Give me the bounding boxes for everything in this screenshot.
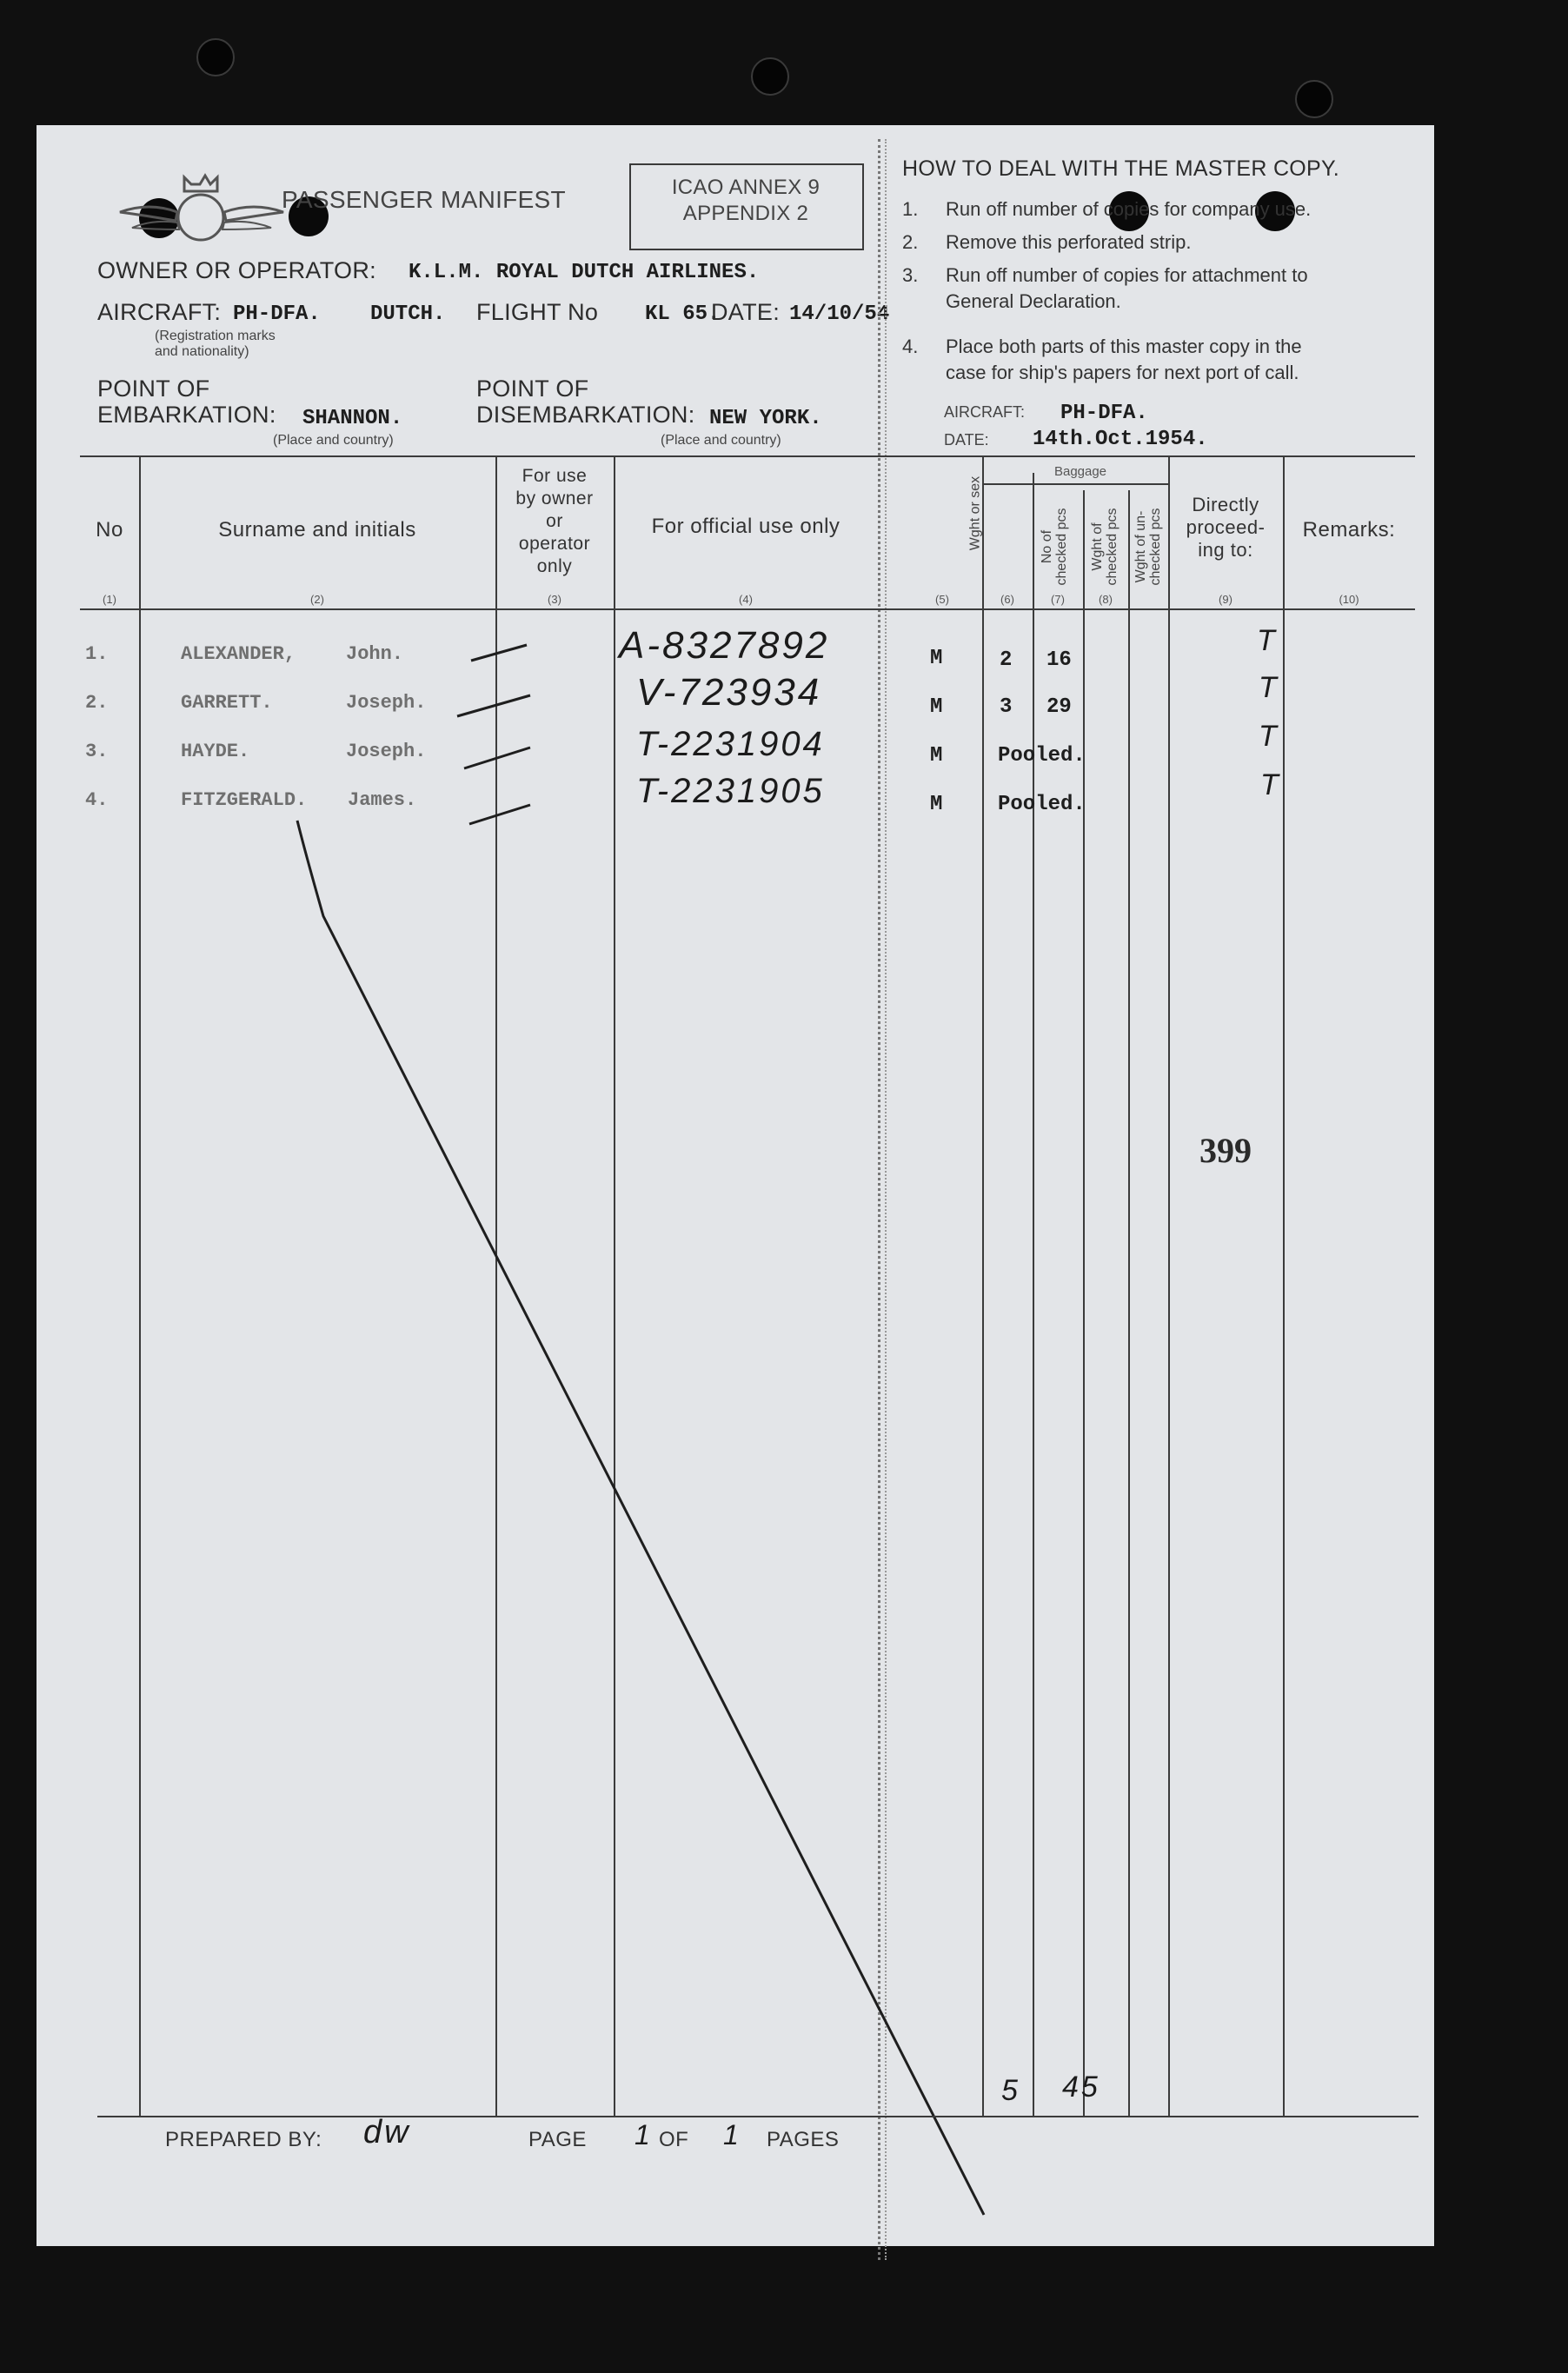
flight-value: KL 65. bbox=[645, 302, 721, 326]
column-header-no: No bbox=[96, 518, 123, 542]
row-number: 3. bbox=[85, 741, 109, 762]
column-number: (10) bbox=[1339, 593, 1359, 606]
date-label: DATE: bbox=[711, 299, 781, 325]
remark-mark: T bbox=[1259, 720, 1279, 753]
column-header-official: For official use only bbox=[651, 515, 840, 538]
of-label: OF bbox=[659, 2128, 689, 2151]
passenger-sex: M bbox=[930, 647, 943, 670]
column-header-name: Surname and initials bbox=[218, 518, 416, 542]
strip-aircraft-label: AIRCRAFT: bbox=[944, 403, 1026, 421]
passenger-initials: Joseph. bbox=[346, 692, 427, 714]
baggage-pieces: 2 bbox=[1000, 648, 1013, 672]
aircraft-sublabel: and nationality) bbox=[155, 344, 249, 359]
column-number: (3) bbox=[548, 593, 561, 606]
owner-use-tick-marks bbox=[37, 125, 1434, 2246]
instruction-number: 4. bbox=[902, 336, 919, 357]
footer-rule bbox=[894, 2116, 1419, 2117]
flight-label: FLIGHT No bbox=[476, 299, 599, 325]
remark-mark: T bbox=[1259, 671, 1279, 704]
row-number: 4. bbox=[85, 789, 109, 811]
instruction-number: 1. bbox=[902, 198, 919, 220]
instruction-number: 3. bbox=[902, 264, 919, 286]
row-number: 2. bbox=[85, 692, 109, 714]
disembarkation-value: NEW YORK. bbox=[709, 407, 822, 430]
passenger-surname: FITZGERALD. bbox=[181, 789, 308, 811]
stamp-number: 399 bbox=[1199, 1131, 1252, 1170]
column-header-no-checked: No of checked pcs bbox=[1040, 508, 1069, 586]
instruction-text: Remove this perforated strip. bbox=[946, 231, 1192, 253]
passenger-surname: ALEXANDER, bbox=[181, 643, 296, 665]
total-pieces: 5 bbox=[1001, 2074, 1020, 2107]
owner-label: OWNER OR OPERATOR: bbox=[97, 257, 376, 283]
baggage-weight: 29 bbox=[1046, 695, 1072, 719]
strip-aircraft-value: PH-DFA. bbox=[1060, 402, 1148, 425]
strip-date-label: DATE: bbox=[944, 431, 989, 449]
icao-annex-line: ICAO ANNEX 9 bbox=[671, 176, 821, 199]
page-number: 1 bbox=[635, 2119, 653, 2150]
prepared-by-signature: dw bbox=[363, 2114, 411, 2150]
passenger-sex: M bbox=[930, 744, 943, 768]
instruction-text: General Declaration. bbox=[946, 290, 1121, 312]
column-number: (4) bbox=[739, 593, 753, 606]
remark-mark: T bbox=[1260, 768, 1281, 801]
embarkation-value: SHANNON. bbox=[302, 407, 403, 430]
binder-hole bbox=[1295, 80, 1333, 118]
column-header-baggage: Baggage bbox=[1053, 464, 1107, 479]
aircraft-label: AIRCRAFT: bbox=[97, 299, 222, 325]
disembarkation-label: DISEMBARKATION: bbox=[476, 402, 695, 428]
passenger-manifest-sheet bbox=[37, 125, 1434, 2246]
passenger-surname: HAYDE. bbox=[181, 741, 250, 762]
official-number: A-8327892 bbox=[619, 624, 830, 667]
baggage-pooled: Pooled. bbox=[998, 744, 1086, 768]
column-header-owner-use: or bbox=[546, 511, 563, 531]
owner-value: K.L.M. ROYAL DUTCH AIRLINES. bbox=[409, 261, 760, 284]
aircraft-sublabel: (Registration marks bbox=[155, 329, 276, 343]
official-number: T-2231905 bbox=[636, 772, 825, 810]
column-number: (8) bbox=[1099, 593, 1113, 606]
official-number: T-2231904 bbox=[636, 725, 825, 763]
official-number: V-723934 bbox=[636, 671, 822, 714]
column-header-wght-checked: Wght of checked pcs bbox=[1090, 508, 1120, 586]
instruction-text: Run off number of copies for attachment to bbox=[946, 264, 1308, 286]
column-number: (9) bbox=[1219, 593, 1232, 606]
instruction-text: Place both parts of this master copy in the bbox=[946, 336, 1302, 357]
total-weight: 45 bbox=[1062, 2071, 1100, 2104]
passenger-sex: M bbox=[930, 793, 943, 816]
passenger-initials: John. bbox=[346, 643, 404, 665]
instruction-text: Run off number of copies for company use. bbox=[946, 198, 1312, 220]
prepared-by-label: PREPARED BY: bbox=[165, 2128, 322, 2151]
baggage-pooled: Pooled. bbox=[998, 793, 1086, 816]
column-header-directly: ing to: bbox=[1198, 539, 1253, 561]
binder-hole bbox=[196, 38, 235, 76]
instruction-text: case for ship's papers for next port of call. bbox=[946, 362, 1299, 383]
embarkation-sublabel: (Place and country) bbox=[273, 433, 394, 448]
passenger-initials: Joseph. bbox=[346, 741, 427, 762]
embarkation-label: POINT OF bbox=[97, 376, 210, 402]
remark-mark: T bbox=[1257, 624, 1278, 657]
column-header-wght-unchecked: Wght of un- checked pcs bbox=[1133, 508, 1163, 586]
column-number: (2) bbox=[310, 593, 324, 606]
footer-rule bbox=[97, 2116, 902, 2117]
column-header-directly: Directly bbox=[1192, 494, 1259, 515]
column-header-owner-use: by owner bbox=[515, 489, 594, 508]
column-header-directly: proceed- bbox=[1186, 516, 1266, 538]
column-header-owner-use: operator bbox=[518, 534, 591, 554]
column-number: (6) bbox=[1000, 593, 1014, 606]
embarkation-label: EMBARKATION: bbox=[97, 402, 276, 428]
passenger-initials: James. bbox=[348, 789, 417, 811]
instruction-number: 2. bbox=[902, 231, 919, 253]
column-number: (5) bbox=[935, 593, 949, 606]
strip-date-value: 14th.Oct.1954. bbox=[1033, 428, 1208, 451]
disembarkation-sublabel: (Place and country) bbox=[661, 433, 781, 448]
page-total: 1 bbox=[723, 2119, 741, 2150]
pages-label: PAGES bbox=[767, 2128, 840, 2151]
aircraft-value: PH-DFA. bbox=[233, 302, 321, 326]
passenger-surname: GARRETT. bbox=[181, 692, 273, 714]
row-number: 1. bbox=[85, 643, 109, 665]
column-header-owner-use: For use bbox=[522, 466, 588, 486]
aircraft-nationality: DUTCH. bbox=[370, 302, 446, 326]
column-header-remarks: Remarks: bbox=[1302, 518, 1396, 542]
baggage-pieces: 3 bbox=[1000, 695, 1013, 719]
column-number: (1) bbox=[103, 593, 116, 606]
disembarkation-label: POINT OF bbox=[476, 376, 589, 402]
binder-hole bbox=[751, 57, 789, 96]
form-title: PASSENGER MANIFEST bbox=[282, 186, 566, 213]
column-header-owner-use: only bbox=[536, 556, 573, 576]
column-header-wght-sex: Wght or sex bbox=[967, 475, 983, 551]
date-value: 14/10/54 bbox=[789, 302, 890, 326]
column-number: (7) bbox=[1051, 593, 1065, 606]
page-label: PAGE bbox=[528, 2128, 587, 2151]
icao-appendix-line: APPENDIX 2 bbox=[682, 202, 809, 225]
baggage-weight: 16 bbox=[1046, 648, 1072, 672]
passenger-sex: M bbox=[930, 695, 943, 719]
instructions-title: HOW TO DEAL WITH THE MASTER COPY. bbox=[902, 156, 1340, 181]
